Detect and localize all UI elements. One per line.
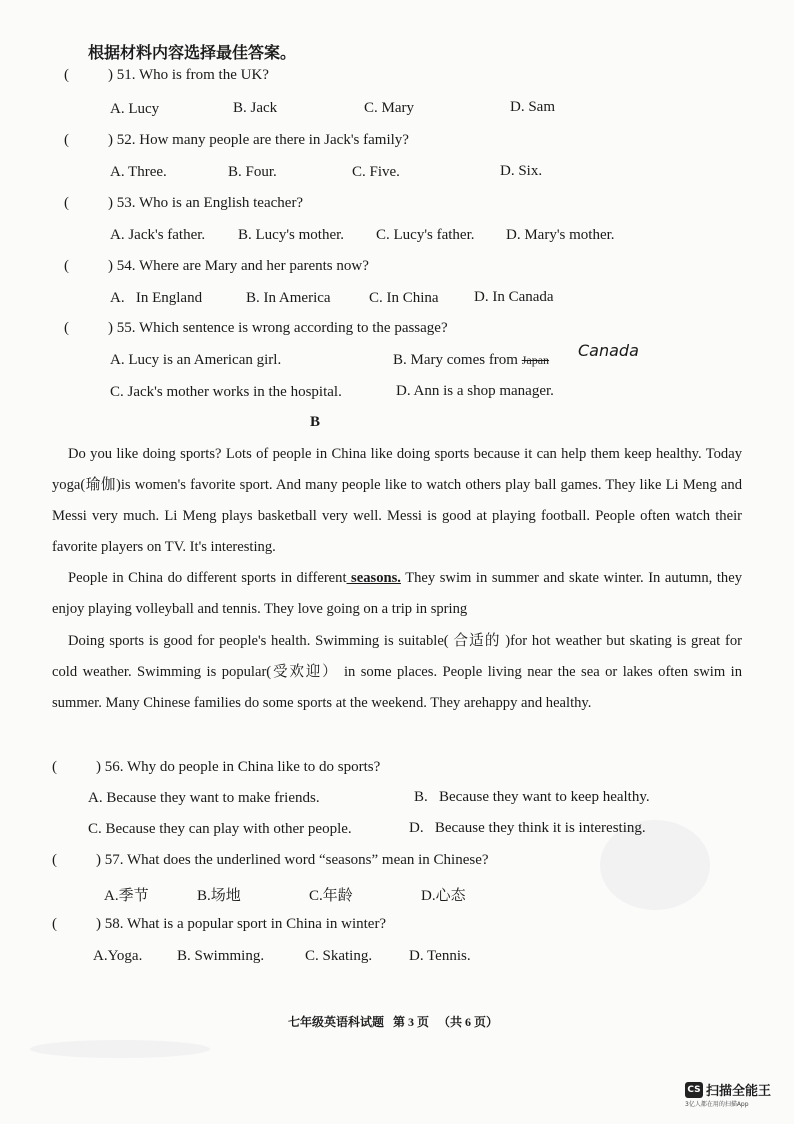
option-d: D. Because they think it is interesting. [409,820,646,836]
question-number: ) 52. [108,132,136,148]
question-text: Who is from the UK? [138,67,269,83]
option-c: C. Lucy's father. [376,227,475,243]
option-b: B. Jack [233,100,278,116]
question-58 [52,916,386,933]
passage-text: They swim in summer and skate winter. In autumn, they enjoy playing volleyball and tennis. They love going on a trip in spring [52,570,742,617]
option-c: C. Jack's mother works in the hospital. [110,384,342,400]
option-c: C.年龄 [309,888,353,904]
passage-paragraph-3: Doing sports is good for people's health. Swimming is suitable( 合适的 )for hot weather but skating is great for cold weather. Swimming is popular(受欢迎） in some places. People living near the sea or lakes often swim in summer. Many Chinese families do some sports at the weekend. They arehappy and healthy. [52,633,742,711]
option-b: B. Four. [228,164,277,180]
question-number: ) 51. [108,67,136,83]
answer-paren: ( [64,258,69,274]
option-a: A. Lucy [110,101,160,117]
question-number: ) 58. [96,916,124,932]
answer-paren: ( [52,916,57,932]
answer-paren: ( [64,320,69,336]
struck-word: Japan [521,353,550,367]
option-a: A. Because they want to make friends. [88,790,320,806]
option-a: A. In England [110,290,203,306]
question-53 [64,195,303,212]
option-c: C. Skating. [305,948,373,964]
question-text: What is a popular sport in China in winter? [126,916,387,932]
option-c: C. Five. [352,164,400,180]
question-51 [64,67,269,84]
answer-paren: ( [64,195,69,211]
option-a: A.Yoga. [93,948,143,964]
option-d: D. Tennis. [409,948,471,964]
option-a: A. Three. [110,164,167,180]
question-57 [52,852,489,869]
question-number: ) 57. [96,852,124,868]
option-b: B.场地 [197,888,241,904]
question-text: Where are Mary and her parents now? [138,258,369,274]
instruction: 根据材料内容选择最佳答案。 [88,45,297,62]
question-text: Who is an English teacher? [138,195,304,211]
scan-smudge [30,1040,210,1058]
scanner-tagline: 3亿人都在用的扫描App [685,1101,749,1108]
option-b: B. Lucy's mother. [238,227,345,243]
option-text: B. Mary comes from [393,352,518,368]
question-number: ) 54. [108,258,136,274]
question-56 [52,759,380,776]
page-footer: 七年级英语科试题 第 3 页 （共 6 页） [288,1015,499,1029]
option-b: B. Swimming. [177,948,265,964]
question-number: ) 53. [108,195,136,211]
passage-paragraph-2 [52,563,742,625]
option-c: C. Because they can play with other people. [88,821,352,837]
question-55 [64,320,448,337]
passage-text: People in China do different sports in different [68,570,347,586]
question-54 [64,258,369,275]
scanner-watermark [685,1080,771,1108]
question-text: Why do people in China like to do sports? [126,759,381,775]
question-number: ) 56. [96,759,124,775]
option-c: C. Mary [364,100,414,116]
question-number: ) 55. [108,320,136,336]
option-d: D. Mary's mother. [506,227,615,243]
question-52 [64,132,409,149]
option-b: B. In America [246,290,331,306]
handwritten-correction: Canada [578,341,639,360]
option-d: D. Sam [510,99,555,115]
scanner-name: 扫描全能王 [706,1084,772,1099]
option-d: D.心态 [421,888,466,904]
question-text: Which sentence is wrong according to the passage? [138,320,448,336]
option-a: A. Jack's father. [110,227,206,243]
option-d: D. In Canada [474,289,554,305]
answer-paren: ( [64,132,69,148]
section-b-heading: B [310,414,321,430]
option-c: C. In China [369,290,439,306]
option-b [393,352,549,369]
option-a: A. Lucy is an American girl. [110,352,282,368]
option-a: A.季节 [104,888,149,904]
cs-logo-icon: CS [685,1082,703,1098]
answer-paren: ( [64,67,69,83]
answer-paren: ( [52,852,57,868]
option-d: D. Ann is a shop manager. [396,383,554,399]
option-b: B. Because they want to keep healthy. [414,789,650,805]
passage-paragraph-1: Do you like doing sports? Lots of people in China like doing sports because it can help them keep healthy. Today yoga(瑜伽)is women's favorite sport. And many people like to watch others play ball games. They like Li Meng and Messi very much. Li Meng plays basketball very well. Messi is good at playing football. People often watch their favorite players on TV. It's interesting. [52,446,742,555]
underlined-word: seasons. [346,570,401,586]
question-text: How many people are there in Jack's family? [139,132,409,148]
answer-paren: ( [52,759,57,775]
option-d: D. Six. [500,163,543,179]
question-text: What does the underlined word “seasons” mean in Chinese? [126,852,489,868]
